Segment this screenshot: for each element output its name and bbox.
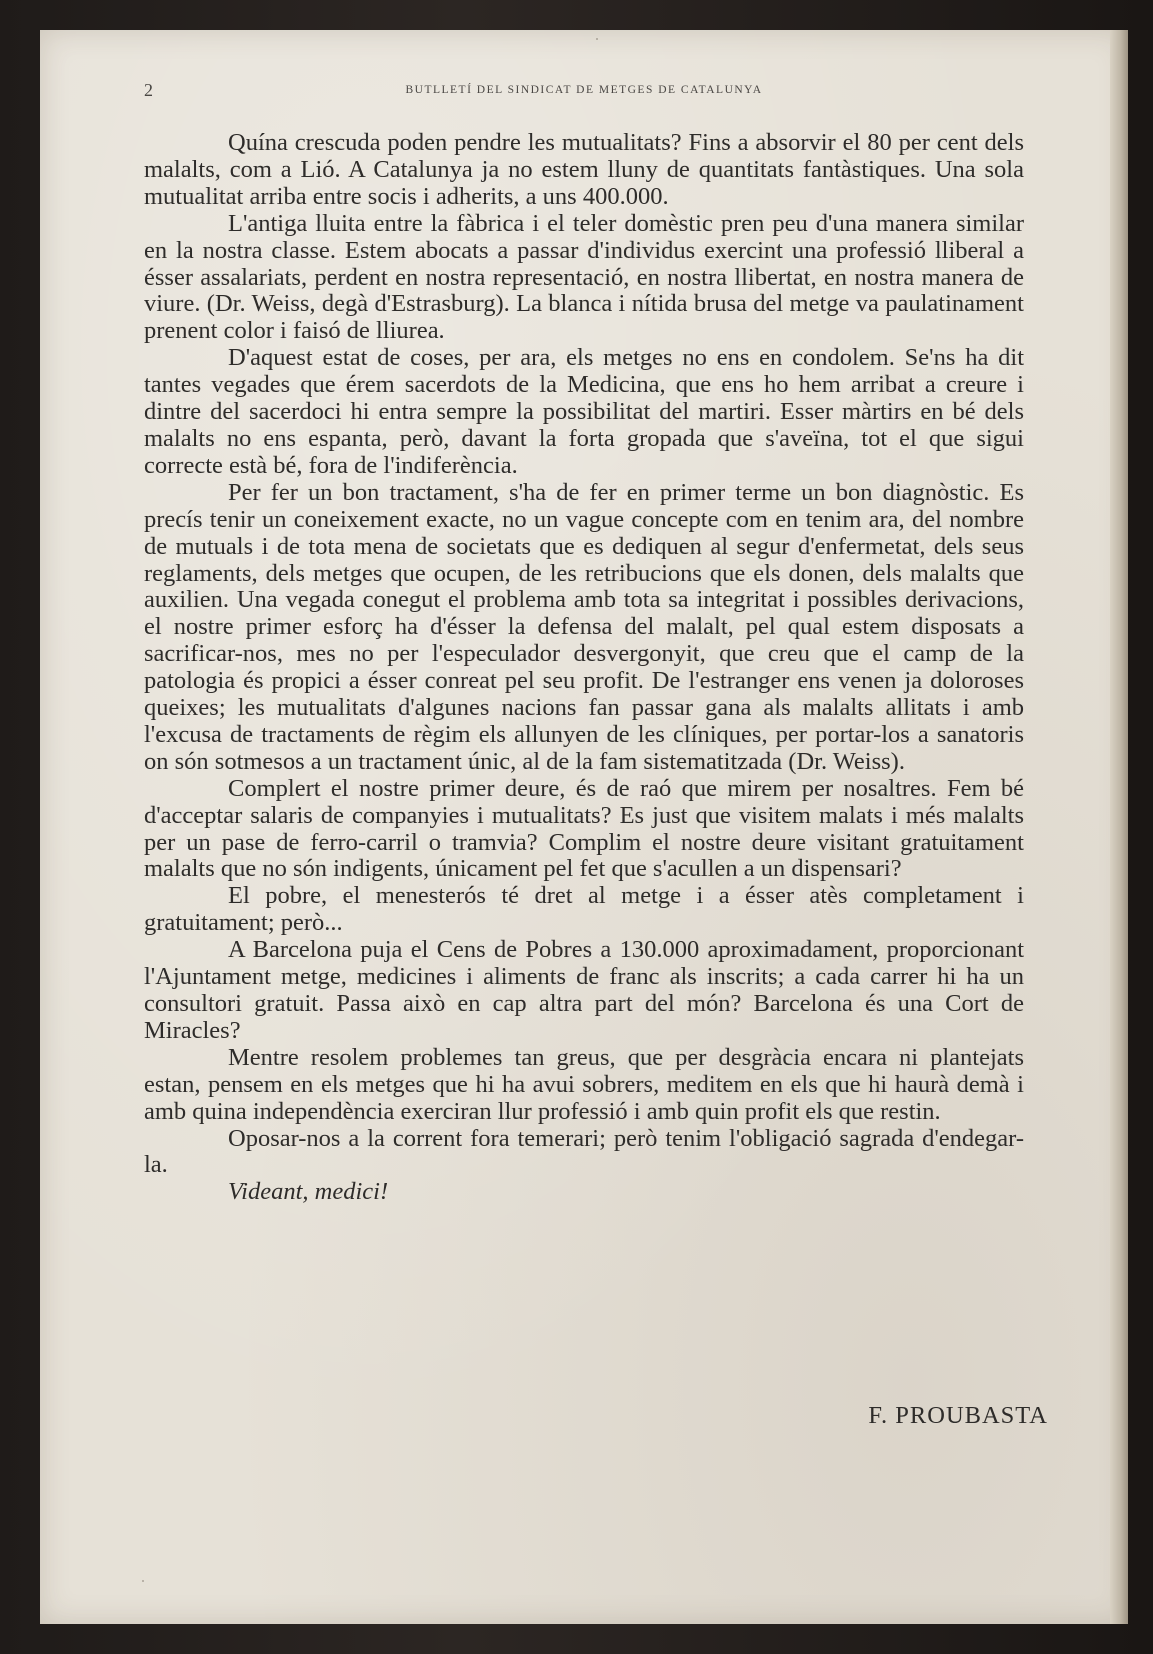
page-header [144, 80, 1024, 110]
paragraph: El pobre, el menesterós té dret al metge i a ésser atès completament i gratuitament; però... [144, 882, 1024, 937]
paragraph: D'aquest estat de coses, per ara, els metges no ens en condolem. Se'ns ha dit tantes vegades que érem sacerdots de la Medicina, que ens ho hem arribat a creure i dintre del sacerdoci hi entra sempre la possibilitat del martiri. Esser màrtirs en bé dels malalts no ens espanta, però, davant la forta gropada que s'aveïna, tot el que sigui correcte està bé, fora de l'indiferència. [144, 344, 1024, 479]
article-body [144, 130, 1024, 1206]
author-signature: F. PROUBASTA [868, 1402, 1048, 1429]
paragraph: A Barcelona puja el Cens de Pobres a 130.000 aproximadament, proporcionant l'Ajuntament metge, medicines i aliments de franc als inscrits; a cada carrer hi ha un consultori gratuit. Passa això en cap altra part del món? Barcelona és una Cort de Miracles? [144, 936, 1024, 1044]
paragraph: Mentre resolem problemes tan greus, que per desgràcia encara ni plantejats estan, pensem en els metges que hi ha avui sobrers, meditem en els que hi haurà demà i amb quina independència exerciran llur professió i amb quin profit els que restin. [144, 1043, 1024, 1125]
paragraph: Quína crescuda poden pendre les mutualitats? Fins a absorvir el 80 per cent dels malalts, com a Lió. A Catalunya ja no estem lluny de quantitats fantàstiques. Una sola mutualitat arriba entre socis i adherits, a uns 400.000. [144, 129, 1024, 210]
paragraph: Oposar-nos a la corrent fora temerari; però tenim l'obligació sagrada d'endegar-la. [144, 1124, 1024, 1179]
paper-speck [142, 1580, 144, 1582]
closing-line: Videant, medici! [228, 1178, 389, 1206]
page-edge [1110, 30, 1128, 1624]
page-number: 2 [144, 80, 153, 100]
running-title: BUTLLETÍ DEL SINDICAT DE METGES DE CATALUNYA [405, 84, 763, 96]
paper-speck [596, 38, 598, 40]
paragraph: Complert el nostre primer deure, és de raó que mirem per nosaltres. Fem bé d'acceptar salaris de companyies i mutualitats? Es just que visitem malats i més malalts per un pase de ferro-carril o tramvia? Complim el nostre deure visitant gratuitament malalts que no són indigents, únicament pel fet que s'acullen a un dispensari? [144, 774, 1024, 883]
paragraph: Per fer un bon tractament, s'ha de fer en primer terme un bon diagnòstic. Es precís tenir un coneixement exacte, no un vague concepte com en tenim ara, del nombre de mutuals i de tota mena de societats que es dediquen al segur d'enfermetat, dels seus reglaments, dels metges que ocupen, de les retribucions que els donen, dels malalts que auxilien. Una vegada conegut el problema amb tota sa integritat i possibles derivacions, el nostre primer esforç ha d'ésser la defensa del malalt, pel qual estem disposats a sacrificar-nos, mes no per l'especulador desvergonyit, que creu que el camp de la patologia és propici a ésser conreat pel seu profit. De l'estranger ens venen ja doloroses queixes; les mutualitats d'algunes nacions fan passar gana als malalts allitats i amb l'excusa de tractaments de règim els allunyen de les clíniques, per portar-los a sanatoris on són sotmesos a un tractament únic, al de la fam sistematitzada (Dr. Weiss). [144, 478, 1024, 775]
paragraph: L'antiga lluita entre la fàbrica i el teler domèstic pren peu d'una manera similar en la nostra classe. Estem abocats a passar d'individus exercint una professió lliberal a ésser assalariats, perdent en nostra representació, en nostra llibertat, en nostra manera de viure. (Dr. Weiss, degà d'Estrasburg). La blanca i nítida brusa del metge va paulatinament prenent color i faisó de lliurea. [144, 209, 1024, 345]
